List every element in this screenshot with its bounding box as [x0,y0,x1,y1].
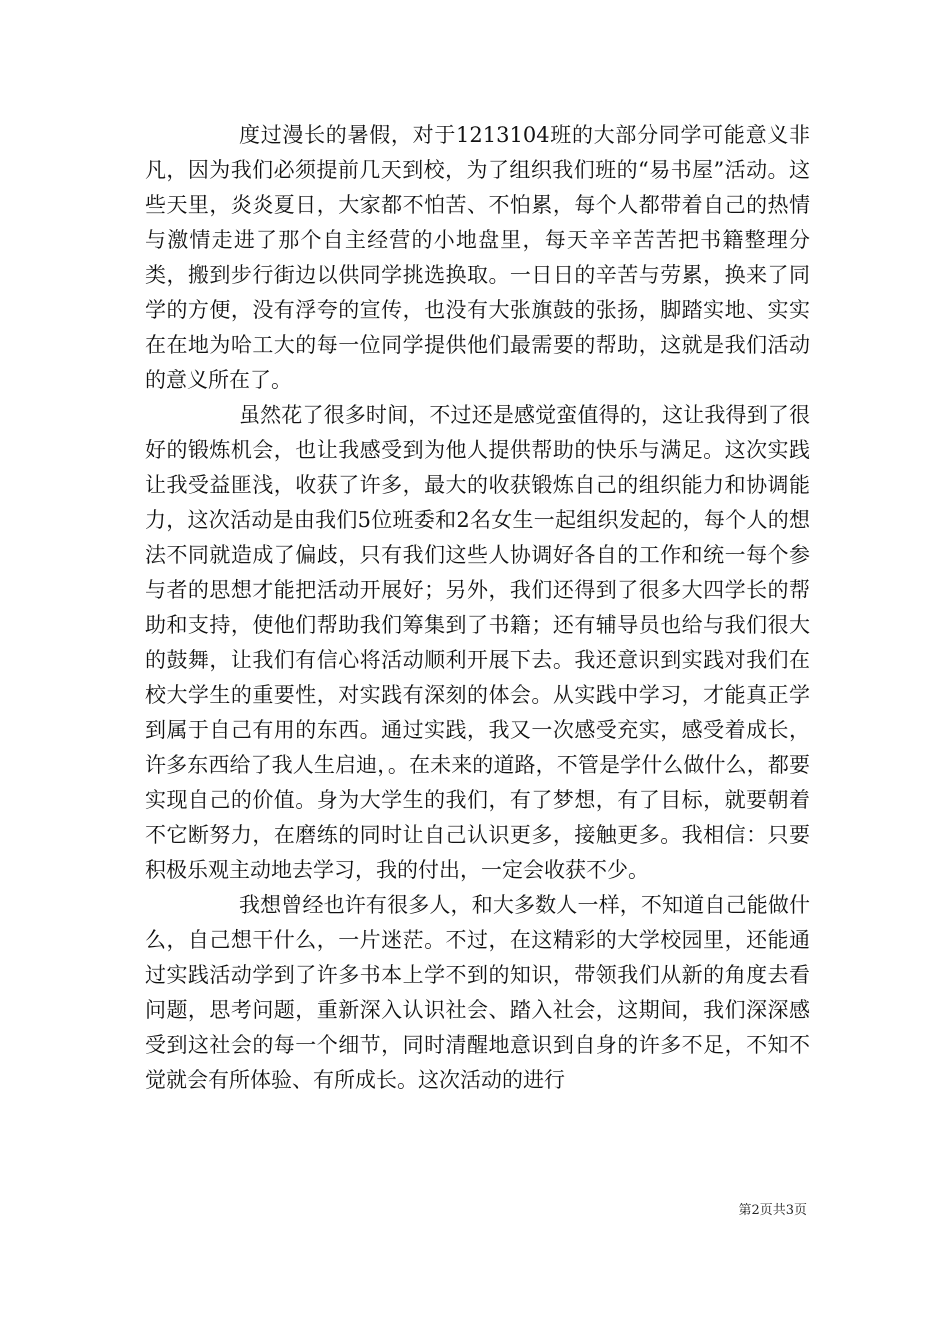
paragraph-1: 度过漫长的暑假，对于1213104班的大部分同学可能意义非凡，因为我们必须提前几天到校，为了组织我们班的“易书屋”活动。这些天里，炎炎夏日，大家都不怕苦、不怕累，每个人都带着自己的热情与激情走进了那个自主经营的小地盘里，每天辛辛苦苦把书籍整理分类，搬到步行街边以供同学挑选换取。一日日的辛苦与劳累，换来了同学的方便，没有浮夸的宣传，也没有大张旗鼓的张扬，脚踏实地、实实在在地为哈工大的每一位同学提供他们最需要的帮助，这就是我们活动的意义所在了。 [145,123,810,392]
paragraph-2: 虽然花了很多时间，不过还是感觉蛮值得的，这让我得到了很好的锻炼机会，也让我感受到为他人提供帮助的快乐与满足。这次实践让我受益匪浅，收获了许多，最大的收获锻炼自己的组织能力和协调能力，这次活动是由我们5位班委和2名女生一起组织发起的，每个人的想法不同就造成了偏歧，只有我们这些人协调好各自的工作和统一每个参与者的思想才能把活动开展好；另外，我们还得到了很多大四学长的帮助和支持，使他们帮助我们筹集到了书籍；还有辅导员也给与我们很大的鼓舞，让我们有信心将活动顺利开展下去。我还意识到实践对我们在校大学生的重要性，对实践有深刻的体会。从实践中学习，才能真正学到属于自己有用的东西。通过实践，我又一次感受充实，感受着成长，许多东西给了我人生启迪，。在未来的道路，不管是学什么做什么，都要实现自己的价值。身为大学生的我们，有了梦想，有了目标，就要朝着不它断努力，在磨练的同时让自己认识更多，接触更多。我相信：只要积极乐观主动地去学习，我的付出，一定会收获不少。 [145,403,810,882]
document-body [145,118,810,1098]
paragraph-3: 我想曾经也许有很多人，和大多数人一样，不知道自己能做什么，自己想干什么，一片迷茫。不过，在这精彩的大学校园里，还能通过实践活动学到了许多书本上学不到的知识，带领我们从新的角度去看问题，思考问题，重新深入认识社会、踏入社会，这期间，我们深深感受到这社会的每一个细节，同时清醒地意识到自身的许多不足，不知不觉就会有所体验、有所成长。这次活动的进行 [145,893,810,1092]
page-number-footer: 第2页共3页 [738,1203,807,1218]
